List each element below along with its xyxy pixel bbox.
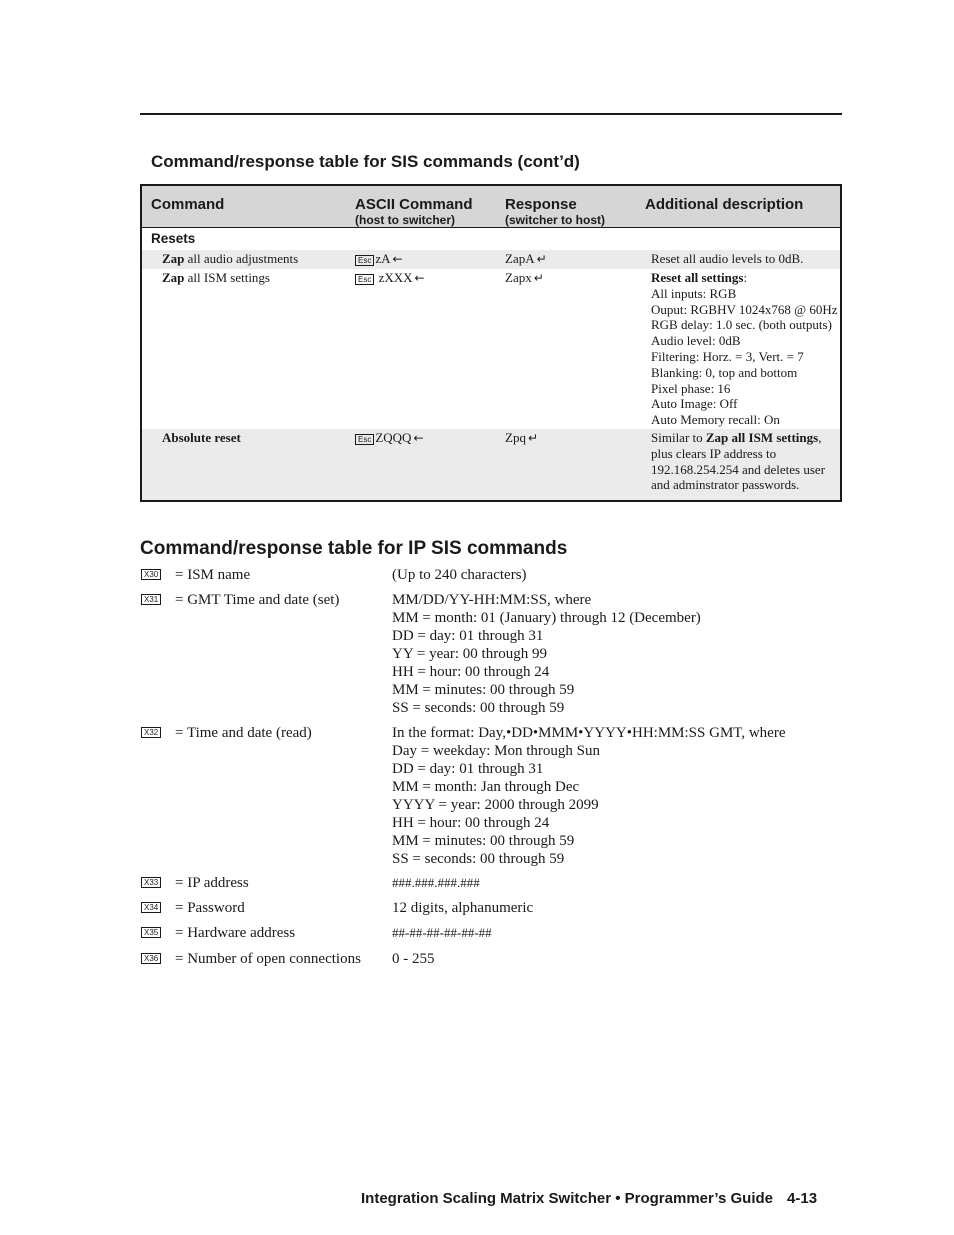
variable-label: = Number of open connections bbox=[175, 951, 361, 967]
variable-description: 0 - 255 bbox=[392, 951, 435, 967]
left-arrow-icon: ← bbox=[392, 252, 403, 266]
esc-key-icon: Esc bbox=[355, 274, 374, 285]
sis-table-heading: Command/response table for SIS commands (cont’d) bbox=[151, 152, 580, 171]
left-arrow-icon: ← bbox=[414, 271, 425, 285]
variable-description: ###.###.###.### bbox=[392, 875, 480, 890]
col-command: Command bbox=[151, 196, 225, 213]
sis-command-table bbox=[140, 184, 842, 502]
ascii-cell: Esc ZQQQ ← bbox=[355, 430, 424, 447]
section-label-resets: Resets bbox=[151, 231, 196, 246]
variable-tag: X34 bbox=[141, 902, 161, 913]
variable-description: In the format: Day,•DD•MMM•YYYY•HH:MM:SS GMT, where Day = weekday: Mon through Sun DD = day: 01 through 31 MM = month: Jan through Dec YYYY = year: 2000 through 2099 HH = hour: 00 through 24 MM = minutes: 00 through 59 SS = seconds: 00 through 59 bbox=[392, 725, 786, 867]
table-row bbox=[142, 269, 840, 429]
command-cell: Absolute reset bbox=[162, 430, 241, 445]
page-number: 4-13 bbox=[787, 1190, 818, 1207]
return-arrow-icon: ↵ bbox=[527, 431, 539, 445]
left-arrow-icon: ← bbox=[413, 431, 424, 445]
return-arrow-icon: ↵ bbox=[536, 252, 547, 266]
esc-key-icon: Esc bbox=[355, 255, 374, 266]
response-cell: ZapA ↵ bbox=[505, 251, 547, 266]
response-cell: Zpq ↵ bbox=[505, 430, 539, 445]
ascii-cell: Esc zXXX ← bbox=[355, 270, 425, 287]
description-cell: Reset all audio levels to 0dB. bbox=[651, 251, 804, 266]
footer-title: Integration Scaling Matrix Switcher • Programmer’s Guide bbox=[361, 1190, 774, 1207]
description-cell: Reset all settings: All inputs: RGB Ouput: RGBHV 1024x768 @ 60Hz RGB delay: 1.0 sec. (both outputs) Audio level: 0dB Filtering: Horz. = 3, Vert. = 7 Blanking: 0, top and bottom Pixel phase: 16 Auto Image: Off Auto Memory recall: On bbox=[651, 270, 838, 428]
table-row bbox=[142, 429, 840, 500]
command-cell: Zap all audio adjustments bbox=[162, 251, 299, 266]
esc-key-icon: Esc bbox=[355, 434, 374, 445]
variable-label: = Password bbox=[175, 900, 245, 916]
variable-label: = Time and date (read) bbox=[175, 725, 312, 741]
page-footer bbox=[361, 1190, 817, 1207]
variable-description: (Up to 240 characters) bbox=[392, 567, 527, 583]
variable-description: ##-##-##-##-##-## bbox=[392, 925, 492, 940]
variable-tag: X32 bbox=[141, 727, 161, 738]
description-cell: Similar to Zap all ISM settings, plus clears IP address to 192.168.254.254 and deletes user and adminstrator passwords. bbox=[651, 430, 826, 493]
ascii-cell: Esc zA ← bbox=[355, 251, 403, 268]
command-cell: Zap all ISM settings bbox=[162, 270, 270, 285]
variable-label: = GMT Time and date (set) bbox=[175, 592, 340, 608]
variable-tag: X31 bbox=[141, 594, 161, 605]
response-cell: Zapx ↵ bbox=[505, 270, 544, 285]
col-ascii: ASCII Command (host to switcher) bbox=[355, 196, 473, 227]
variable-label: = Hardware address bbox=[175, 925, 296, 941]
variable-label: = ISM name bbox=[175, 567, 251, 583]
variable-description: 12 digits, alphanumeric bbox=[392, 900, 534, 916]
table-header bbox=[142, 186, 840, 228]
col-description: Additional description bbox=[645, 196, 804, 213]
variable-description: MM/DD/YY-HH:MM:SS, where MM = month: 01 (January) through 12 (December) DD = day: 01 through 31 YY = year: 00 through 99 HH = hour: 00 through 24 MM = minutes: 00 through 59 SS = seconds: 00 through 59 bbox=[392, 592, 701, 716]
ip-table-heading: Command/response table for IP SIS commands bbox=[140, 538, 568, 559]
variable-tag: X35 bbox=[141, 927, 161, 938]
variable-tag: X30 bbox=[141, 569, 161, 580]
variable-label: = IP address bbox=[175, 875, 249, 891]
col-response: Response (switcher to host) bbox=[505, 196, 606, 227]
variable-tag: X36 bbox=[141, 953, 161, 964]
variable-tag: X33 bbox=[141, 877, 161, 888]
top-rule bbox=[140, 113, 842, 115]
table-row bbox=[142, 250, 840, 269]
return-arrow-icon: ↵ bbox=[533, 271, 544, 285]
